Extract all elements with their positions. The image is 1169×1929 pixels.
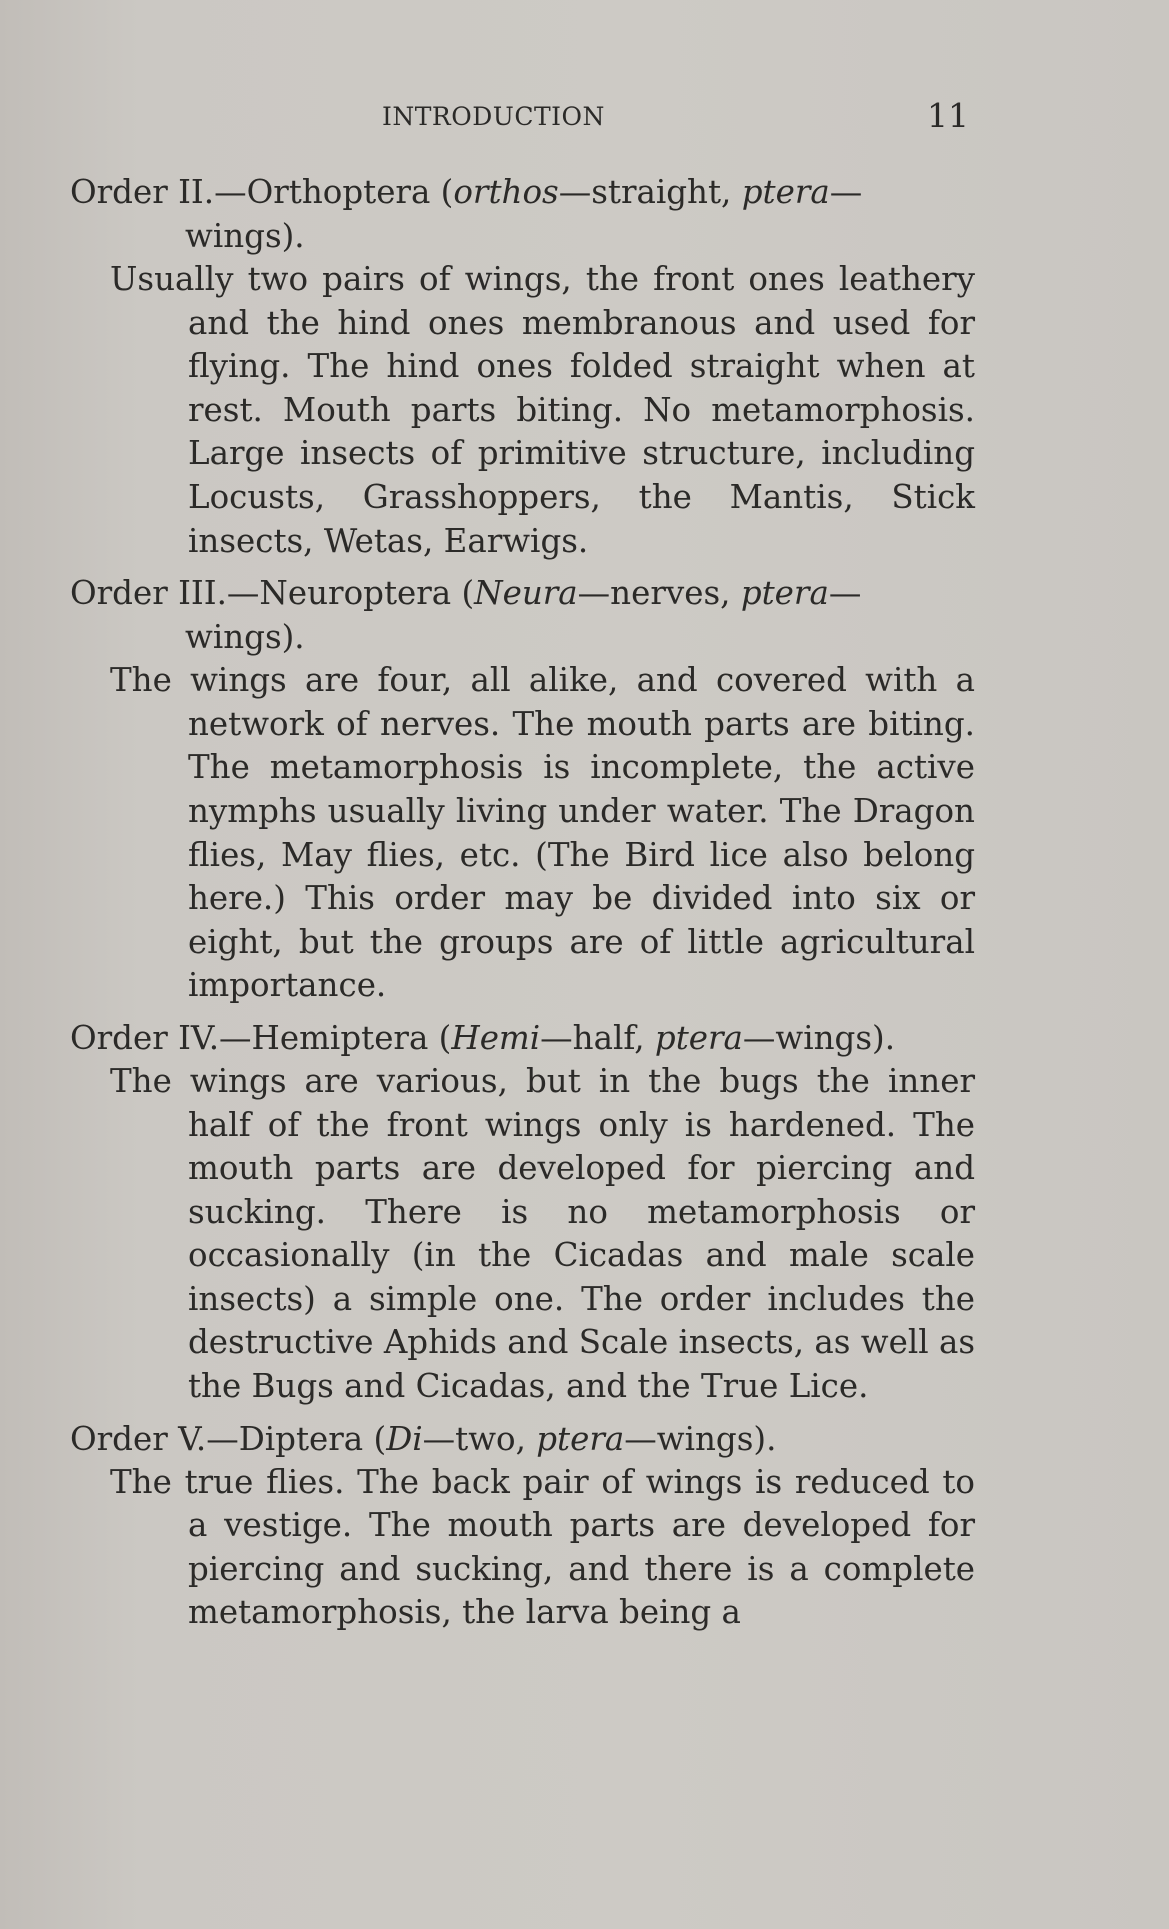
heading-text: Order IV.—Hemiptera (	[70, 1018, 452, 1057]
order-section-hemiptera	[70, 1016, 975, 1409]
heading-text: —wings).	[185, 173, 863, 255]
heading-text: —two,	[422, 1419, 537, 1458]
latin-term: ptera	[536, 1419, 625, 1458]
heading-text: Order V.—Diptera (	[70, 1419, 387, 1458]
latin-term: ptera	[740, 574, 829, 613]
order-section-diptera	[70, 1417, 975, 1635]
heading-text: —wings).	[742, 1018, 896, 1057]
heading-text: Order III.—Neuroptera (	[70, 574, 475, 613]
order-heading	[70, 1417, 975, 1461]
order-section-orthoptera	[70, 170, 975, 563]
order-description: The wings are four, all alike, and covered with a network of nerves. The mouth parts are biting. The metamorphosis is incomplete, the active nymphs usually living under water. The Dragon flies, May flies, etc. (The Bird lice also belong here.) This order may be divided into six or eight, but the groups are of little agricultural importance.	[110, 661, 975, 1005]
order-section-neuroptera	[70, 571, 975, 1008]
latin-term: ptera	[654, 1018, 743, 1057]
heading-text: —half,	[540, 1018, 655, 1057]
order-heading	[70, 170, 975, 258]
page-number: 11	[927, 96, 969, 135]
latin-term: Hemi	[451, 1018, 541, 1057]
heading-text: —wings).	[624, 1419, 777, 1458]
heading-text: Order II.—Orthoptera (	[70, 173, 454, 211]
latin-term: orthos	[453, 173, 559, 211]
order-description: The wings are various, but in the bugs the inner half of the front wings only is hardened. The mouth parts are developed for piercing and sucking. There is no metamorphosis or occasionally (in the Cicadas and male scale insects) a simple one. The order includes the destructive Aphids and Scale insects, as well as the Bugs and Cicadas, and the True Lice.	[110, 1061, 975, 1406]
heading-text: —straight,	[558, 173, 742, 211]
order-description: Usually two pairs of wings, the front ones leathery and the hind ones membranous and used for flying. The hind ones folded straight when at rest. Mouth parts biting. No metamorphosis. Large insects of primitive structure, including Locusts, Grasshoppers, the Mantis, Stick insects, Wetas, Earwigs.	[110, 260, 975, 560]
order-heading	[70, 571, 975, 659]
page-header	[0, 96, 1169, 136]
latin-term: Di	[386, 1419, 423, 1458]
heading-text: —nerves,	[577, 574, 741, 613]
running-head: INTRODUCTION	[382, 102, 605, 131]
heading-text: —wings).	[185, 574, 862, 657]
order-description: The true flies. The back pair of wings is reduced to a vestige. The mouth parts are developed for piercing and sucking, and there is a complete metamorphosis, the larva being a	[110, 1462, 975, 1632]
latin-term: Neura	[474, 574, 578, 613]
order-heading	[70, 1016, 975, 1060]
latin-term: ptera	[741, 173, 830, 211]
page-body	[70, 170, 975, 1643]
